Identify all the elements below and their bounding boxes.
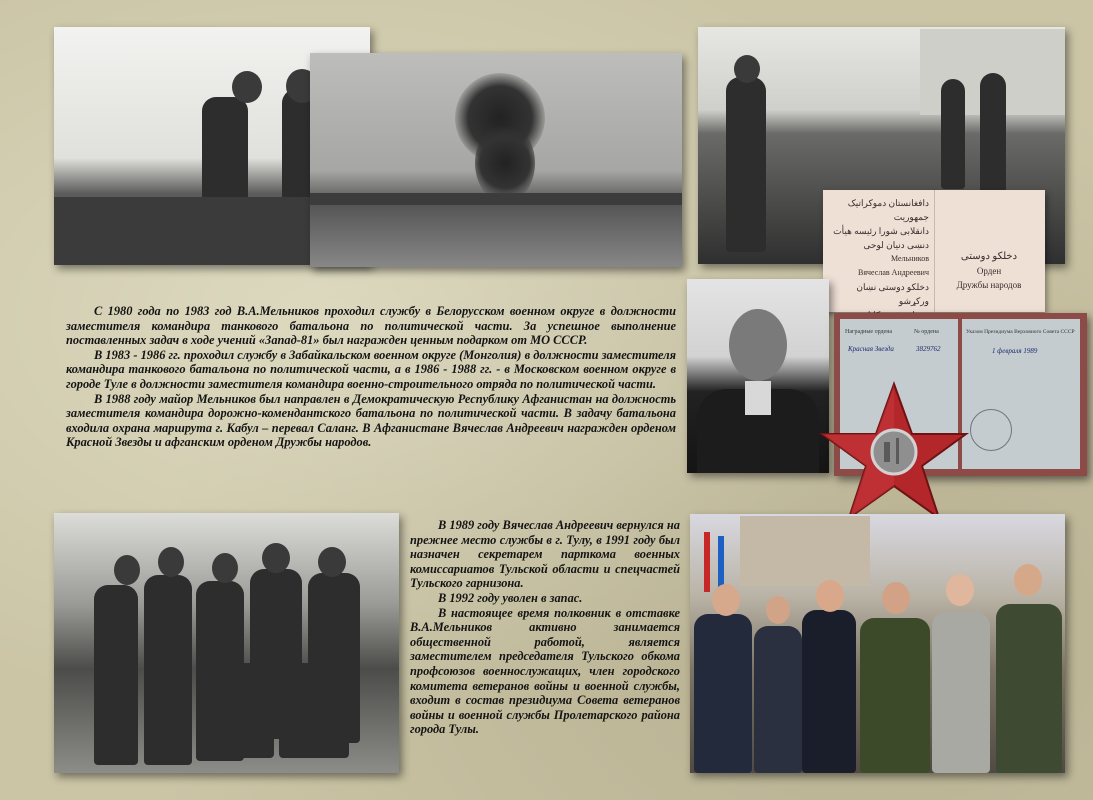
certificate-line: Мельников bbox=[890, 254, 929, 263]
certificate-title: دخلکو دوستی bbox=[960, 251, 1018, 262]
biography-paragraph: В 1988 году майор Мельников был направлен в Демократическую Республику Афганистан на должность заместителя командира дорожно-комендантского батальона по политической части. В задачу батальона входила охрана маршрута г. Кабул – перевал Саланг. В Афганистане Вячеслав Андреевич награжден орденом Красной Звезды и афганским орденом Дружбы народов. bbox=[66, 391, 676, 450]
biography-paragraph: В 1983 - 1986 гг. проходил службу в Забайкальском военном округе (Монголия) в должности заместителя командира танкового батальона по политической части, а в 1986 - 1988 гг. - в Московском военном округе в городе Туле в должности заместителя командира военно-строительного отряда по политической части. bbox=[66, 347, 676, 391]
order-book-entry-name: Красная Звезда bbox=[848, 345, 894, 353]
certificate-right-page bbox=[939, 250, 1039, 292]
order-book-entry-number: 3829762 bbox=[916, 345, 941, 353]
order-book-column-header: № ордена bbox=[914, 329, 939, 335]
certificate-line: دنښی دنیان لوحی bbox=[863, 240, 929, 250]
portrait-photo bbox=[687, 279, 829, 473]
biography-paragraph: В 1989 году Вячеслав Андреевич вернулся на прежнее место службы в г. Тулу, в 1991 году был назначен секретарем парткома военных комиссариатов Тульской области и спецчастей Тульского гарнизона. bbox=[410, 518, 680, 591]
certificate-left-page bbox=[829, 196, 929, 306]
certificate-line: دانقلابی شورا رئیسه هیأت bbox=[833, 226, 929, 236]
order-book-right-page bbox=[962, 319, 1080, 469]
certificate-order-name: Дружбы народов bbox=[956, 280, 1022, 290]
biography-paragraph: С 1980 года по 1983 год В.А.Мельников проходил службу в Белорусском военном округе в должности заместителя командира танкового батальона по политической части. За успешное выполнение поставленных задач в ходе учений «Запад-81» был награжден ценным подарком от МО СССР. bbox=[66, 304, 676, 348]
certificate-line: دافغانستان دموکراتیک جمهوریت bbox=[847, 198, 929, 222]
photo-group-of-soldiers bbox=[54, 513, 399, 773]
order-book-column-header: Наградные ордена bbox=[845, 329, 893, 335]
afghan-order-certificate bbox=[823, 190, 1045, 312]
order-book-date: 1 февраля 1989 bbox=[992, 347, 1038, 355]
biography-paragraph: В 1992 году уволен в запас. bbox=[438, 590, 583, 605]
biography-text-top bbox=[66, 304, 676, 450]
red-star-order bbox=[818, 380, 970, 522]
certificate-order-label: Орден bbox=[976, 266, 1002, 276]
biography-text-bottom bbox=[410, 518, 680, 737]
red-star-icon bbox=[818, 380, 970, 522]
photo-smoke-on-road bbox=[310, 53, 682, 267]
biography-paragraph: В настоящее время полковник в отставке В.А.Мельников активно занимается общественной работой, является заместителем председателя Тульского обкома профсоюзов военнослужащих, член городского комитета ветеранов войны и военной службы, входит в состав президиума Совета ветеранов войны и военной службы Пролетарского района города Тулы. bbox=[410, 605, 680, 737]
certificate-line: دخلکو دوستی نښان ورکړشو bbox=[856, 282, 929, 306]
photo-veterans-group bbox=[690, 514, 1065, 773]
order-book-decree: Указом Президиума Верховного Совета СССР bbox=[966, 329, 1075, 335]
certificate-line: Вячеслав Андреевич bbox=[858, 268, 929, 277]
